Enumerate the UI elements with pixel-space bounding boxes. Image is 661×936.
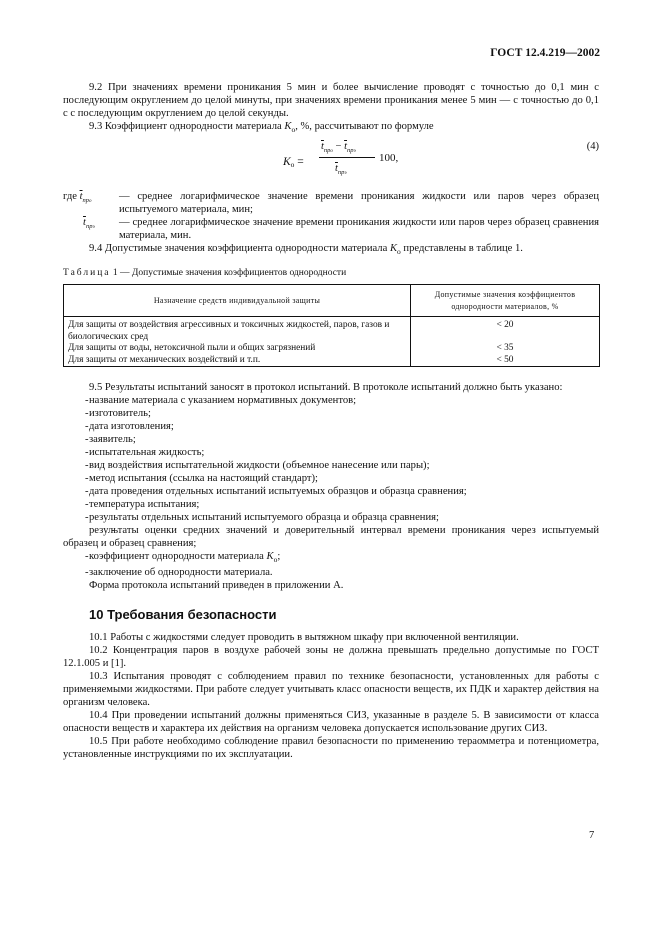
paragraph-10-2: 10.2 Концентрация паров в воздухе рабочей зоны не должна превышать предельно допустимые по ГОСТ 12.1.005 и [1]. <box>63 645 599 670</box>
page-content <box>63 81 599 761</box>
formula-fraction <box>283 140 403 188</box>
symbol-k-sub: о <box>397 247 401 257</box>
formula-lhs: Kо = <box>283 156 304 170</box>
paragraph-9-4-text: 9.4 Допустимые значения коэффициента однородности материала <box>89 243 390 255</box>
section-10-title: 10 Требования безопасности <box>89 607 277 623</box>
formula-numerator <box>321 140 356 158</box>
formula-4 <box>63 138 599 190</box>
table-cell-value: < 50 <box>411 355 600 367</box>
definition-t: $\overline{t}$ <box>83 217 86 229</box>
table-caption <box>63 267 599 280</box>
numerator-t2-sub <box>347 147 356 154</box>
list-item: - дата проведения отдельных испытаний испытуемых образцов и образца сравнения; <box>63 485 599 498</box>
list-item: - температура испытания; <box>63 498 599 511</box>
paragraph-10-4: 10.4 При проведении испытаний должны применяться СИЗ, указанные в разделе 5. В зависимости от класса опасности веществ и характера их действия на организм человека допускается использование других СИЗ. <box>63 710 599 735</box>
paragraph-10-5: 10.5 При работе необходимо соблюдение правил безопасности по применению тераомметра и потенциометра, установленные инструкциями по их эксплуатации. <box>63 736 599 761</box>
document-header: ГОСТ 12.4.219—2002 <box>490 47 600 59</box>
numerator-t2: $\overline{t}$ <box>344 141 348 153</box>
list-item: - результаты оценки средних значений и доверительный интервал времени проникания через испытуемый образец и образец сравнения; <box>63 524 599 550</box>
list-item-text: коэффициент однородности материала <box>89 551 267 563</box>
table-caption-label: Таблица <box>63 268 111 279</box>
list-item-tail: ; <box>277 551 281 563</box>
list-item: - изготовитель; <box>63 407 599 420</box>
symbol-k: K <box>266 551 274 563</box>
table-cell-value: < 20 <box>411 317 600 344</box>
definition-text: — среднее логарифмическое значение времени проникания жидкости или паров через образец испытуемого материала, мин; <box>119 191 599 216</box>
list-item: - испытательная жидкость; <box>63 446 599 459</box>
definition-t-o <box>63 190 599 216</box>
numerator-t2-subsub: э <box>353 149 356 155</box>
list-item-coefficient <box>63 550 599 566</box>
list-item: - метод испытания (ссылка на настоящий стандарт); <box>63 472 599 485</box>
protocol-form-note: Форма протокола испытаний приведен в приложении А. <box>89 580 344 592</box>
table-cell-purpose: Для защиты от воды, нетоксичной пыли и общих загрязнений <box>64 343 411 355</box>
symbol-k: K <box>389 243 398 255</box>
denominator-sub-text: пр <box>337 169 345 177</box>
list-item: - дата изготовления; <box>63 420 599 433</box>
formula-lhs-symbol: K <box>283 156 291 169</box>
definition-t: $\overline{t}$ <box>79 191 83 203</box>
paragraph-9-3-tail: , %, рассчитывают по формуле <box>295 121 434 132</box>
list-item: - название материала с указанием нормативных документов; <box>63 394 599 407</box>
definitions <box>63 190 599 242</box>
formula-multiplier: 100, <box>379 152 399 165</box>
table-row <box>64 317 600 344</box>
table-header-row <box>64 285 600 317</box>
table-cell-purpose: Для защиты от воздействия агрессивных и токсичных жидкостей, паров, газов и биологических сред <box>64 317 411 344</box>
paragraph-9-3-text: 9.3 Коэффициент однородности материала <box>89 121 285 132</box>
numerator-t1-sub <box>324 147 333 154</box>
definition-symbol <box>63 216 119 242</box>
list-item: - результаты отдельных испытаний испытуемого образца и образца сравнения; <box>63 511 599 524</box>
list-item: - заявитель; <box>63 433 599 446</box>
paragraph-9-3 <box>63 120 599 136</box>
definition-sub-text: пр <box>82 197 90 205</box>
numerator-t2-sub-text: пр <box>347 147 354 155</box>
definition-lead: где <box>63 191 80 203</box>
paragraph-9-4 <box>63 242 599 258</box>
equation-number: (4) <box>586 141 599 153</box>
paragraph-10-3: 10.3 Испытания проводят с соблюдением правил по технике безопасности, установленных для работы с применяемыми жидкостями. При работе следует учитывать класс опасности веществ, их ПДК и характер действия на организм человека. <box>63 671 599 709</box>
table-cell-value: < 35 <box>411 343 600 355</box>
table-header-values: Допустимые значения коэффициентов однородности материалов, % <box>411 285 600 317</box>
symbol-k: K <box>284 121 292 132</box>
table-header-purpose: Назначение средств индивидуальной защиты <box>64 285 411 317</box>
coefficients-table <box>63 284 600 367</box>
denominator-subsub: э <box>344 171 347 177</box>
definition-sub-text: пр <box>85 223 93 231</box>
numerator-t1-sub-text: пр <box>323 147 331 155</box>
definition-text: — среднее логарифмическое значение времени проникания жидкости или паров через образец сравнения материала, мин. <box>119 217 599 242</box>
definition-subsub: о <box>89 199 92 205</box>
definition-subsub: э <box>92 225 95 231</box>
fraction-bar <box>319 157 375 158</box>
table-row <box>64 343 600 355</box>
numerator-minus: − <box>332 141 345 153</box>
symbol-k-sub: о <box>273 555 278 565</box>
table-row <box>64 355 600 367</box>
table-cell-purpose: Для защиты от механических воздействий и т.п. <box>64 355 411 367</box>
definition-symbol <box>63 190 119 216</box>
definition-sub <box>86 223 95 230</box>
paragraph-9-5: 9.5 Результаты испытаний заносят в протокол испытаний. В протоколе испытаний должно быть указано: <box>89 382 563 394</box>
numerator-t1-subsub: о <box>330 149 333 155</box>
numerator-t1: $\overline{t}$ <box>321 141 324 153</box>
symbol-k-sub: о <box>291 125 296 135</box>
paragraph-9-2: 9.2 При значениях времени проникания 5 мин и более вычисление проводят с точностью до 0,1 мин с последующим округлением до целой минуты, при значениях времени проникания менее 5 мин — с точностью до 0,1 с с последующим округлением до целой секунды. <box>63 82 599 119</box>
definition-t-e <box>63 216 599 242</box>
formula-lhs-sub: о <box>290 160 295 170</box>
table-caption-text: 1 — Допустимые значения коэффициентов однородности <box>110 268 347 279</box>
page-number: 7 <box>589 830 595 841</box>
denominator-sub <box>338 169 347 176</box>
denominator-t: $\overline{t}$ <box>335 163 338 175</box>
definition-sub <box>83 197 92 204</box>
paragraph-9-4-tail: представлены в таблице 1. <box>400 243 523 255</box>
formula-denominator <box>335 162 347 180</box>
results-list <box>63 394 599 579</box>
list-item: - вид воздействия испытательной жидкости (объемное нанесение или пары); <box>63 459 599 472</box>
list-item: - заключение об однородности материала. <box>63 566 599 579</box>
paragraph-10-1: 10.1 Работы с жидкостями следует проводить в вытяжном шкафу при включенной вентиляции. <box>89 632 519 644</box>
